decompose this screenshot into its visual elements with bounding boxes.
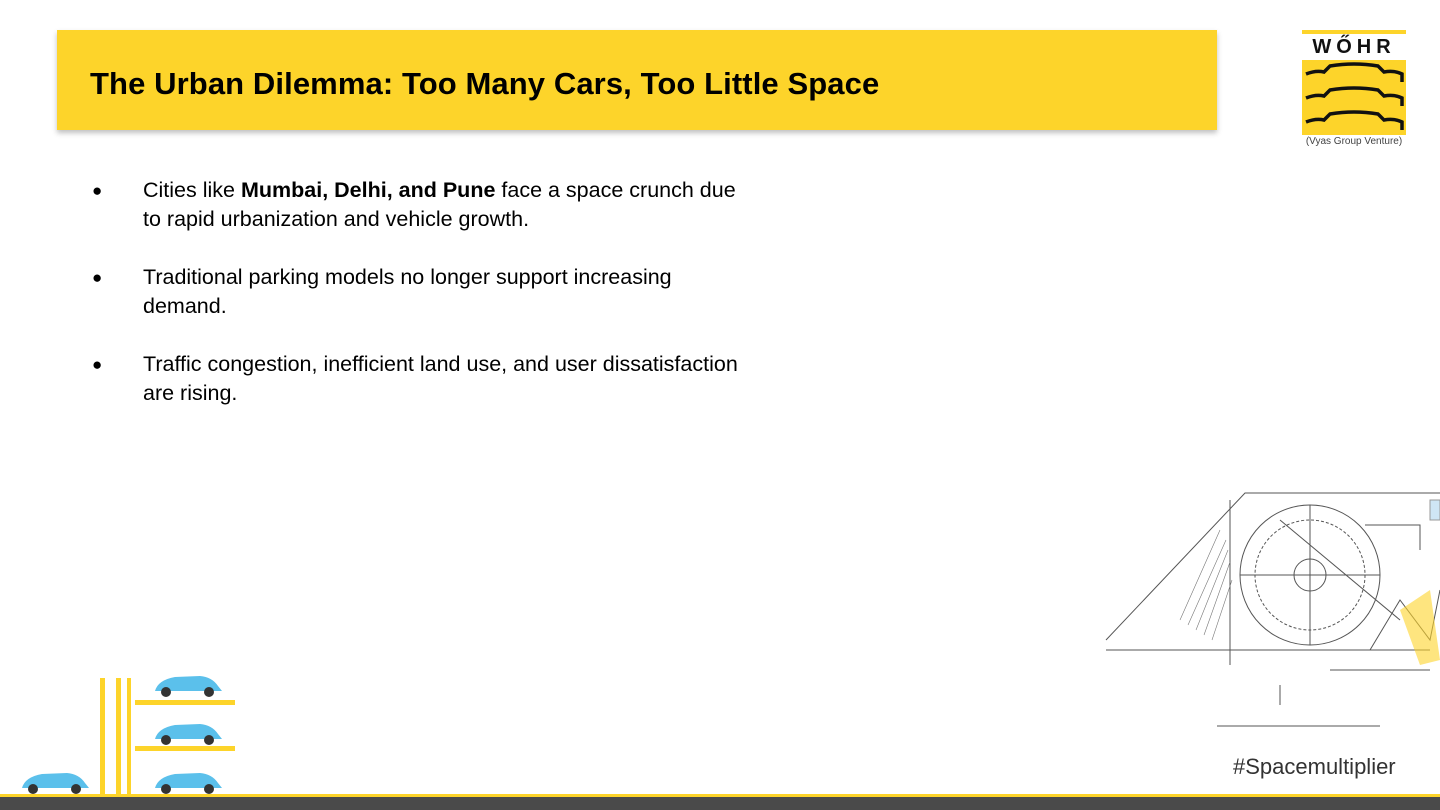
bullet-list bbox=[90, 176, 750, 437]
car-icon bbox=[155, 773, 222, 794]
bullet-dot-icon: ● bbox=[92, 268, 103, 287]
bottom-accent-line bbox=[0, 794, 1440, 797]
logo-subtitle: (Vyas Group Venture) bbox=[1305, 136, 1403, 147]
car-icon bbox=[22, 773, 89, 794]
title-bar bbox=[57, 30, 1217, 130]
parking-ramp-blueprint bbox=[1100, 490, 1440, 730]
bullet-text: Cities like bbox=[143, 178, 241, 202]
multi-level-parking-illustration bbox=[0, 660, 245, 810]
bullet-dot-icon: ● bbox=[92, 181, 103, 200]
bullet-text: Traditional parking models no longer support increasing demand. bbox=[143, 265, 672, 318]
logo-wordmark: WŐHR bbox=[1302, 34, 1406, 60]
car-icon bbox=[155, 724, 222, 745]
bullet-text: Traffic congestion, inefficient land use, and user dissatisfaction are rising. bbox=[143, 352, 738, 405]
bullet-item bbox=[90, 350, 750, 408]
parking-levels-icon bbox=[1302, 60, 1406, 135]
hashtag-text: #Spacemultiplier bbox=[1233, 754, 1396, 779]
car-icon bbox=[155, 676, 222, 697]
company-logo bbox=[1302, 30, 1406, 150]
slide-title: The Urban Dilemma: Too Many Cars, Too Little Space bbox=[90, 66, 880, 101]
bullet-item bbox=[90, 176, 750, 234]
bullet-text: face a space crunch due to rapid urbanization and vehicle growth. bbox=[143, 178, 736, 231]
bullet-text-bold: Mumbai, Delhi, and Pune bbox=[240, 178, 496, 202]
bullet-dot-icon: ● bbox=[92, 355, 103, 374]
bullet-item bbox=[90, 263, 750, 321]
